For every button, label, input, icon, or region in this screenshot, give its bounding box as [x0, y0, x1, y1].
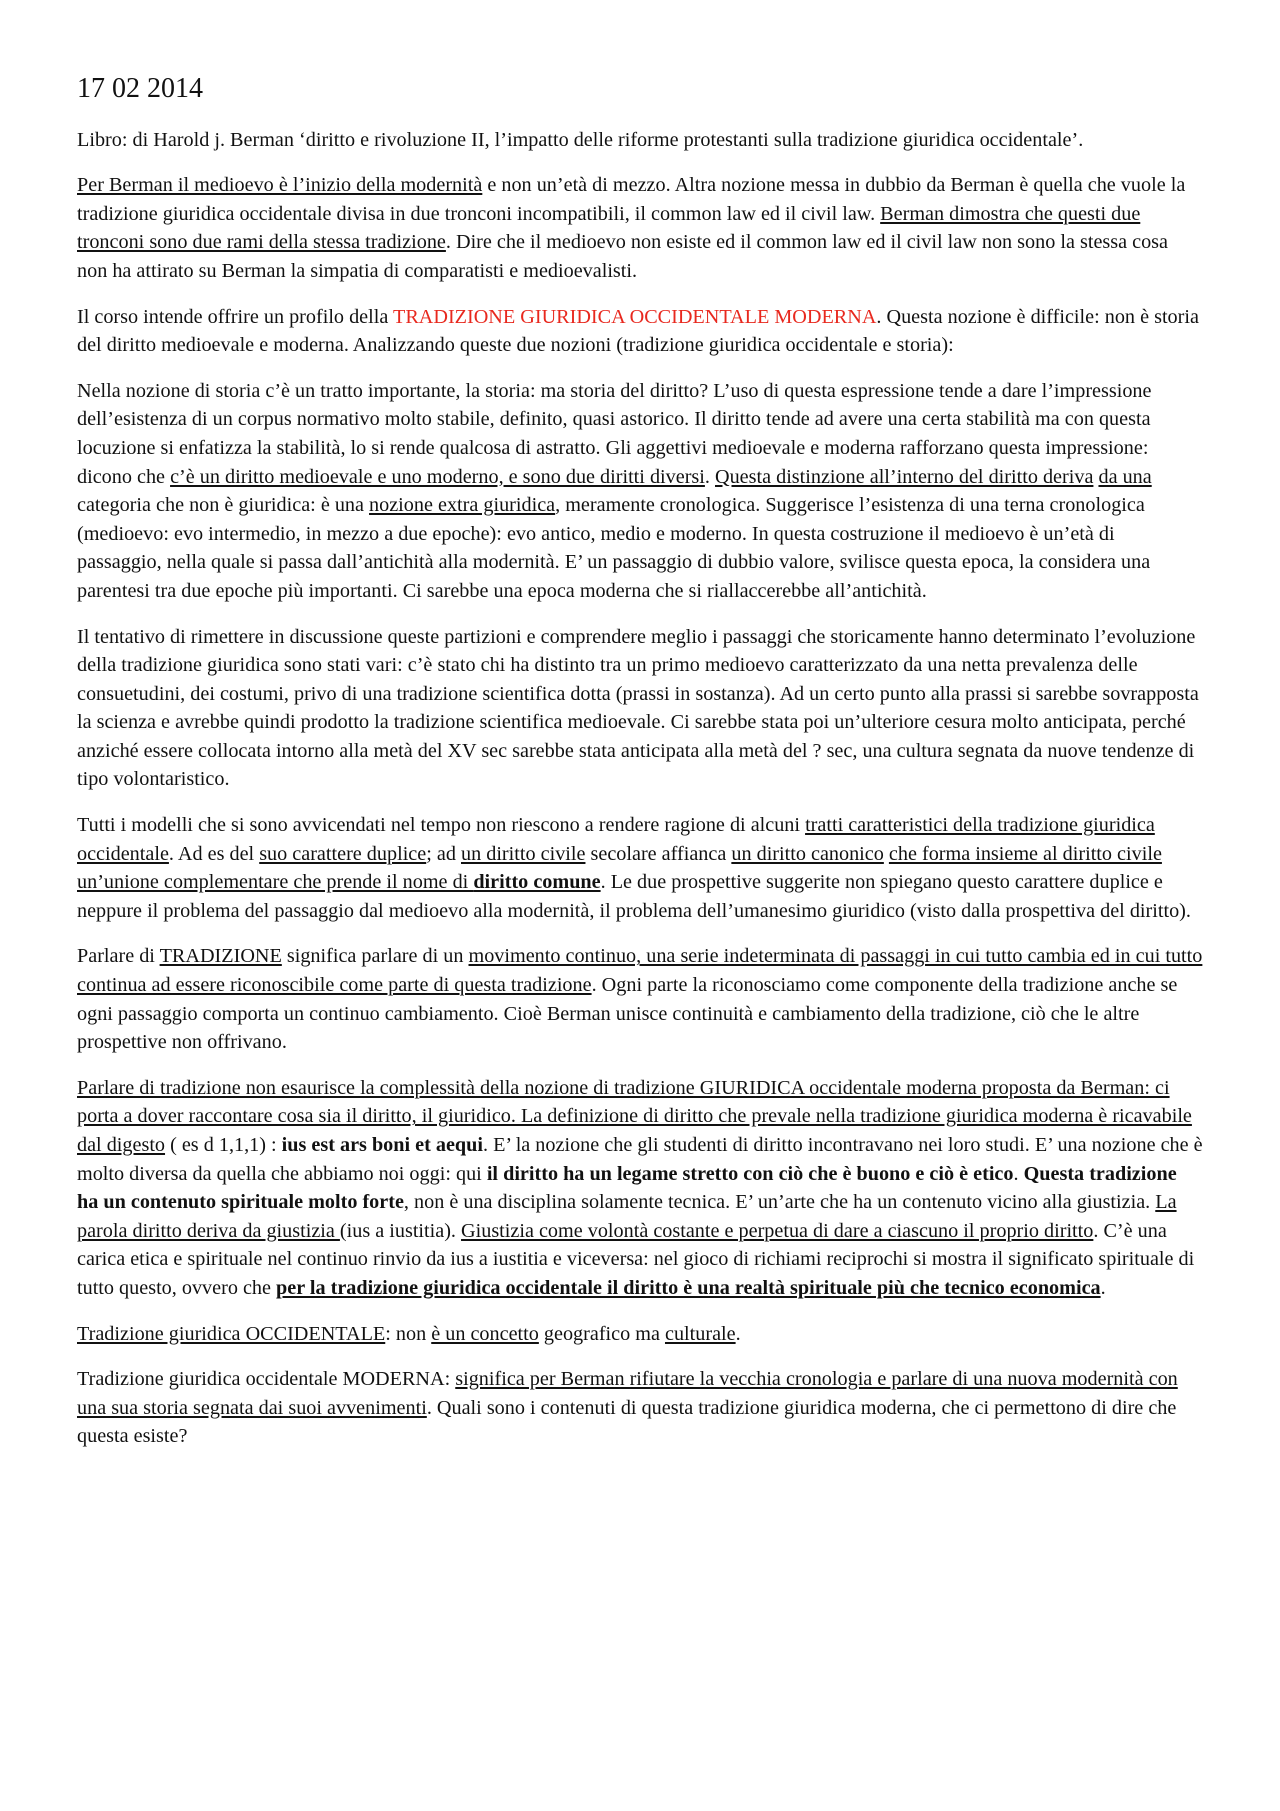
text-run: Parlare di: [77, 945, 160, 968]
text-run: categoria che non è giuridica: è una: [77, 494, 370, 517]
text-run: . Ad es del: [168, 842, 260, 865]
underlined-text: movimento continuo, una serie indeterminata di passaggi in cui tutto cambia ed in cui tutto continua ad essere riconoscibile come parte di questa tradizione: [77, 945, 1203, 997]
bold-text: Questa tradizione ha un contenuto spirituale molto forte: [77, 1162, 1177, 1214]
text-run: Nella nozione di storia c’è un tratto importante, la storia: ma storia del diritto? L’uso di questa espressione tende a dare l’impressione dell’esistenza di un corpus normativo molto stabile, definito, quasi astorico. Il diritto tende ad avere una certa stabilità ma con questa locuzione si enfatizza la stabilità, lo si rende qualcosa di astratto. Gli aggettivi medioevale e moderna rafforzano questa impressione: dicono che: [77, 379, 1152, 488]
underlined-text: Questa distinzione all’interno del diritto deriva: [715, 465, 1094, 488]
text-run: Tutti i modelli che si sono avvicendati nel tempo non riescono a rendere ragione di alcuni: [77, 814, 806, 837]
text-run: .: [704, 465, 715, 488]
underlined-text: Giustizia come volontà costante e perpetua di dare a ciascuno il proprio diritto: [461, 1219, 1094, 1242]
document-body: [77, 126, 1203, 1451]
bold-underlined-text: diritto comune: [473, 871, 601, 894]
bold-underlined-text: per la tradizione giuridica occidentale il diritto è una realtà spirituale più che tecnico economica: [276, 1276, 1101, 1299]
text-run: Il corso intende offrire un profilo della: [77, 305, 393, 328]
highlighted-heading-text: TRADIZIONE GIURIDICA OCCIDENTALE MODERNA: [393, 305, 877, 328]
text-run: . Dire che il medioevo non esiste ed il common law ed il civil law non sono la stessa cosa non ha attirato su Berman la simpatia di comparatisti e medioevalisti.: [77, 231, 1168, 282]
text-run: .: [1100, 1276, 1106, 1299]
paragraph: [77, 1365, 1203, 1451]
text-run: . Quali sono i contenuti di questa tradizione giuridica moderna, che ci permettono di dire che questa esiste?: [77, 1396, 1177, 1448]
paragraph: [77, 1074, 1203, 1303]
bold-text: ius est ars boni et aequi: [281, 1134, 483, 1156]
text-run: ; ad: [426, 842, 461, 865]
text-run: . E’ la nozione che gli studenti di diritto incontravano nei loro studi. E’ una nozione che è molto diversa da quella che abbiamo noi oggi: qui: [77, 1134, 1203, 1185]
paragraph: [77, 942, 1203, 1056]
text-run: . Ogni parte la riconosciamo come componente della tradizione anche se ogni passaggio comporta un continuo cambiamento. Cioè Berman unisce continuità e cambiamento della tradizione, ciò che le altre prospettive non offrivano.: [77, 974, 1178, 1054]
paragraph: [77, 303, 1203, 360]
underlined-text: da una: [1098, 465, 1152, 488]
text-run: Tradizione giuridica occidentale MODERNA:: [77, 1368, 456, 1391]
underlined-text: suo carattere duplice: [259, 842, 427, 865]
text-run: . Le due prospettive suggerite non spiegano questo carattere duplice e neppure il problema del passaggio dal medioevo alla modernità, il problema dell’umanesimo giuridico (visto dalla prospettiva del diritto).: [77, 871, 1191, 922]
underlined-text: nozione extra giuridica: [369, 494, 556, 517]
text-run: .: [1013, 1162, 1024, 1185]
text-run: (ius a iustitia).: [339, 1219, 462, 1242]
underlined-text: tratti caratteristici della tradizione giuridica occidentale: [77, 814, 1155, 865]
underlined-text: un diritto civile: [461, 842, 586, 865]
underlined-text: TRADIZIONE: [159, 945, 282, 968]
text-run: . Questa nozione è difficile: non è storia del diritto medioevale e moderna. Analizzando queste due nozioni (tradizione giuridica occidentale e storia):: [77, 305, 1199, 357]
underlined-text: significa per Berman rifiutare la vecchia cronologia e parlare di una nuova modernità con una sua storia segnata dai suoi avvenimenti: [77, 1368, 1178, 1419]
text-run: , non è una disciplina solamente tecnica. E’ un’arte che ha un contenuto vicino alla giustizia.: [403, 1191, 1156, 1214]
underlined-text: Berman dimostra che questi due tronconi sono due rami della stessa tradizione: [77, 202, 1141, 254]
text-run: Libro: di Harold j. Berman ‘diritto e rivoluzione II, l’impatto delle riforme protestanti sulla tradizione giuridica occidentale’.: [77, 128, 1084, 151]
text-run: .: [735, 1322, 741, 1345]
underlined-text: che forma insieme al diritto civile un’unione complementare che prende il nome di: [77, 842, 1162, 894]
underlined-text: Parlare di tradizione non esaurisce la complessità della nozione di tradizione GIURIDICA occidentale moderna proposta da Berman: ci porta a dover raccontare cosa sia il diritto, il giuridico. La definizione di diritto che prevale nella tradizione giuridica moderna è ricavabile dal digesto: [77, 1076, 1192, 1156]
text-run: secolare affianca: [585, 842, 732, 865]
document-date: 17 02 2014: [77, 73, 203, 104]
text-run: : non: [385, 1322, 432, 1345]
paragraph: [77, 623, 1203, 795]
bold-text: il diritto ha un legame stretto con ciò che è buono e ciò è etico: [486, 1162, 1014, 1185]
paragraph: [77, 171, 1203, 285]
text-run: . C’è una carica etica e spirituale nel continuo rinvio da ius a iustitia e viceversa: nel gioco di richiami reciprochi si mostra il significato spirituale di tutto questo, ovvero che: [77, 1219, 1195, 1299]
text-run: Il tentativo di rimettere in discussione queste partizioni e comprendere meglio i passaggi che storicamente hanno determinato l’evoluzione della tradizione giuridica sono stati vari: c’è stato chi ha distinto tra un primo medioevo caratterizzato da una netta prevalenza delle consuetudini, dei costumi, privo di una tradizione scientifica dotta (prassi in sostanza). Ad un certo punto alla prassi si sarebbe sovrapposta la scienza e avrebbe quindi prodotto la tradizione scientifica medioevale. Ci sarebbe stata poi un’ulteriore cesura molto anticipata, perché anziché essere collocata intorno alla metà del XV sec sarebbe stata anticipata alla metà del ? sec, una cultura segnata da nuove tendenze di tipo volontaristico.: [77, 625, 1199, 791]
underlined-text: c’è un diritto medioevale e uno moderno, e sono due diritti diversi: [170, 465, 705, 488]
paragraph: [77, 1320, 1203, 1349]
text-run: , meramente cronologica. Suggerisce l’esistenza di una terna cronologica (medioevo: evo intermedio, in mezzo a due epoche): evo antico, medio e moderno. In questa costruzione il medioevo è un’età di passaggio, nella quale si passa dall’antichità alla modernità. E’ un passaggio di dubbio valore, svilisce questa epoca, la considera una parentesi tra due epoche più importanti. Ci sarebbe una epoca moderna che si riallaccerebbe all’antichità.: [77, 494, 1151, 602]
underlined-text: Tradizione giuridica OCCIDENTALE: [77, 1322, 386, 1345]
paragraph: [77, 126, 1203, 155]
text-run: geografico ma: [538, 1322, 665, 1345]
underlined-text: Per Berman il medioevo è l’inizio della modernità: [77, 174, 483, 197]
text-run: ( es d 1,1,1) :: [165, 1134, 282, 1156]
underlined-text: un diritto canonico: [731, 842, 884, 865]
text-run: e non un’età di mezzo. Altra nozione messa in dubbio da Berman è quella che vuole la tradizione giuridica occidentale divisa in due tronconi incompatibili, il common law ed il civil law.: [77, 174, 1186, 225]
paragraph: [77, 811, 1203, 925]
underlined-text: La parola diritto deriva da giustizia: [77, 1191, 1177, 1242]
text-run: significa parlare di un: [281, 945, 469, 968]
underlined-text: culturale: [664, 1322, 736, 1345]
underlined-text: è un concetto: [431, 1322, 539, 1345]
paragraph: [77, 377, 1203, 606]
